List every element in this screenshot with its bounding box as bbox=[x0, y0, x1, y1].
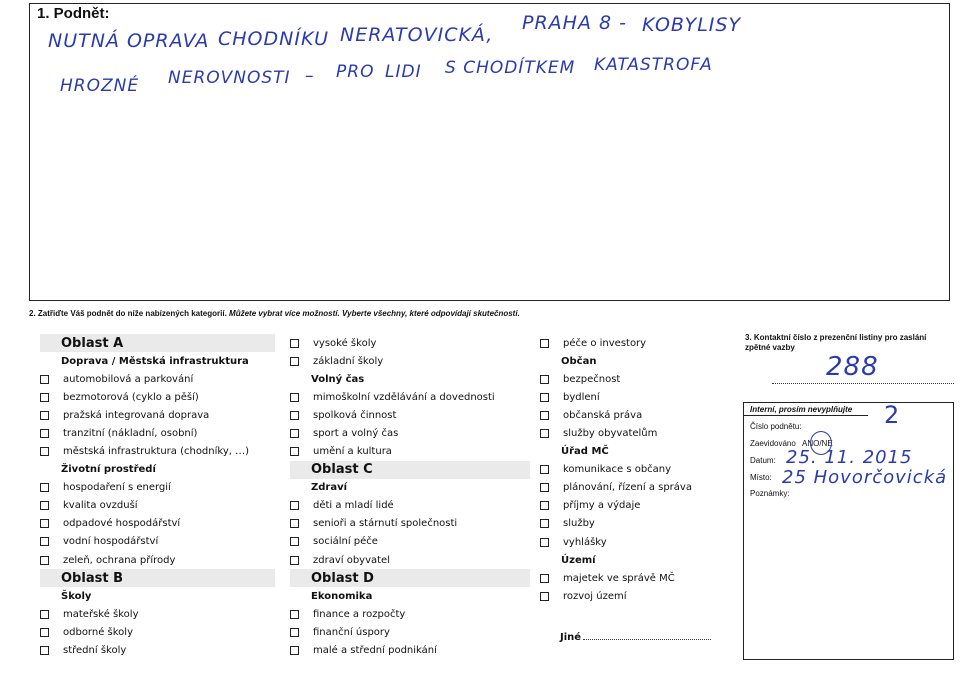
contact-number-value: 288 bbox=[826, 352, 879, 382]
category-option-label: vysoké školy bbox=[313, 337, 377, 349]
area-heading-label: Oblast D bbox=[311, 570, 374, 586]
category-option-label: hospodaření s energií bbox=[63, 482, 171, 494]
cislo-label: Číslo podnětu: bbox=[750, 422, 802, 431]
category-option-label: služby bbox=[563, 518, 595, 530]
datum-label: Datum: bbox=[750, 456, 776, 465]
category-checkbox[interactable] bbox=[40, 447, 49, 456]
category-option-label: senioři a stárnutí společnosti bbox=[313, 518, 458, 530]
handwriting-word: KATASTROFA bbox=[594, 55, 713, 75]
category-option[interactable] bbox=[540, 515, 720, 533]
category-checkbox[interactable] bbox=[290, 628, 299, 637]
handwriting-word: NEROVNOSTI bbox=[168, 68, 291, 88]
category-checkbox[interactable] bbox=[40, 483, 49, 492]
handwriting-word: S CHODÍTKEM bbox=[445, 58, 576, 78]
poznamky-label: Poznámky: bbox=[750, 489, 790, 498]
area-heading bbox=[40, 334, 275, 352]
category-checkbox[interactable] bbox=[290, 411, 299, 420]
category-option[interactable] bbox=[290, 623, 530, 641]
category-option-label: střední školy bbox=[63, 644, 127, 656]
category-option[interactable] bbox=[290, 497, 530, 515]
category-checkbox[interactable] bbox=[40, 375, 49, 384]
category-option[interactable] bbox=[540, 569, 720, 587]
category-checkbox[interactable] bbox=[40, 393, 49, 402]
category-checkbox[interactable] bbox=[540, 339, 549, 348]
jine-label: Jiné bbox=[560, 632, 582, 643]
category-checkbox[interactable] bbox=[540, 429, 549, 438]
category-checkbox[interactable] bbox=[540, 574, 549, 583]
category-option[interactable] bbox=[40, 533, 275, 551]
instructions-italic: Můžete vybrat více možností. Vyberte všechny, které odpovídají skutečnosti. bbox=[229, 309, 520, 318]
area-heading-label: Oblast B bbox=[61, 570, 123, 586]
category-checkbox[interactable] bbox=[540, 393, 549, 402]
category-option-label: sociální péče bbox=[313, 536, 378, 548]
category-option-label: automobilová a parkování bbox=[63, 373, 194, 385]
category-option-label: bezmotorová (cyklo a pěší) bbox=[63, 391, 199, 403]
category-heading: Občan bbox=[561, 355, 597, 367]
category-checkbox[interactable] bbox=[40, 429, 49, 438]
category-heading: Zdraví bbox=[311, 482, 348, 494]
category-checkbox[interactable] bbox=[40, 610, 49, 619]
category-option-label: majetek ve správě MČ bbox=[563, 572, 675, 584]
category-option[interactable] bbox=[540, 406, 720, 424]
category-option-label: děti a mladí lidé bbox=[313, 500, 394, 512]
category-option-label: umění a kultura bbox=[313, 446, 392, 458]
category-option[interactable] bbox=[40, 497, 275, 515]
jine-field[interactable] bbox=[560, 632, 711, 643]
category-checkbox[interactable] bbox=[40, 646, 49, 655]
category-option[interactable] bbox=[290, 443, 530, 461]
category-checkbox[interactable] bbox=[290, 447, 299, 456]
category-option[interactable] bbox=[40, 424, 275, 442]
cislo-value: 2 bbox=[884, 401, 901, 429]
instructions bbox=[29, 309, 520, 318]
category-checkbox[interactable] bbox=[540, 519, 549, 528]
category-option[interactable] bbox=[540, 461, 720, 479]
category-checkbox[interactable] bbox=[290, 556, 299, 565]
category-checkbox[interactable] bbox=[290, 537, 299, 546]
category-option[interactable] bbox=[40, 641, 275, 659]
category-option-label: vyhlášky bbox=[563, 536, 607, 548]
category-option-label: pražská integrovaná doprava bbox=[63, 409, 210, 421]
area-heading bbox=[40, 569, 275, 587]
category-option-label: finance a rozpočty bbox=[313, 608, 406, 620]
contact-number-title: 3. Kontaktní číslo z prezenční listiny pro zaslání zpětné vazby bbox=[745, 333, 927, 352]
category-option[interactable] bbox=[40, 551, 275, 569]
category-checkbox[interactable] bbox=[540, 375, 549, 384]
area-heading-label: Oblast C bbox=[311, 462, 373, 478]
category-option-label: občanská práva bbox=[563, 409, 643, 421]
category-column-b-d bbox=[290, 334, 530, 660]
category-option-label: plánování, řízení a správa bbox=[563, 482, 692, 494]
category-checkbox[interactable] bbox=[540, 538, 549, 547]
handwriting-word: HROZNÉ bbox=[60, 76, 140, 96]
category-option[interactable] bbox=[290, 352, 530, 370]
category-option-label: základní školy bbox=[313, 355, 384, 367]
category-option-label: služby obyvatelům bbox=[563, 428, 658, 440]
category-option-label: mimoškolní vzdělávání a dovednosti bbox=[313, 391, 495, 403]
category-option[interactable] bbox=[540, 533, 720, 551]
area-heading-label: Oblast A bbox=[61, 335, 124, 351]
category-option-label: tranzitní (nákladní, osobní) bbox=[63, 427, 198, 439]
category-checkbox[interactable] bbox=[40, 411, 49, 420]
category-option[interactable] bbox=[540, 587, 720, 605]
category-checkbox[interactable] bbox=[540, 501, 549, 510]
category-option[interactable] bbox=[540, 424, 720, 442]
misto-label: Místo: bbox=[750, 473, 772, 482]
handwriting-word: LIDI bbox=[385, 62, 422, 82]
category-option[interactable] bbox=[290, 424, 530, 442]
misto-value: 25 Hovorčovická bbox=[782, 467, 948, 488]
category-option[interactable] bbox=[40, 479, 275, 497]
podnet-title: 1. Podnět: bbox=[37, 5, 110, 22]
category-option-label: vodní hospodářství bbox=[63, 536, 159, 548]
datum-value: 25. 11. 2015 bbox=[786, 447, 913, 468]
category-option[interactable] bbox=[40, 370, 275, 388]
category-option[interactable] bbox=[290, 533, 530, 551]
category-option-label: finanční úspory bbox=[313, 626, 390, 638]
handwriting-word: CHODNÍKU bbox=[218, 28, 329, 50]
category-heading: Doprava / Městská infrastruktura bbox=[61, 355, 249, 367]
category-checkbox[interactable] bbox=[290, 339, 299, 348]
internal-box bbox=[743, 402, 954, 660]
category-option[interactable] bbox=[40, 623, 275, 641]
category-option[interactable] bbox=[40, 388, 275, 406]
instructions-lead: 2. Zatřiďte Váš podnět do níže nabízených kategorií. bbox=[29, 309, 227, 318]
category-heading: Volný čas bbox=[311, 373, 365, 385]
category-checkbox[interactable] bbox=[40, 628, 49, 637]
handwriting-word: PRAHA 8 - bbox=[522, 12, 627, 34]
category-option[interactable] bbox=[290, 641, 530, 659]
category-heading: Ekonomika bbox=[311, 590, 373, 602]
category-option-label: péče o investory bbox=[563, 337, 647, 349]
category-option-label: odpadové hospodářství bbox=[63, 518, 181, 530]
contact-number-line[interactable] bbox=[772, 383, 954, 384]
internal-title-rule bbox=[744, 415, 868, 416]
category-option-label: mateřské školy bbox=[63, 608, 139, 620]
category-heading: Životní prostředí bbox=[61, 464, 156, 476]
category-option-label: odborné školy bbox=[63, 626, 133, 638]
category-heading: Školy bbox=[61, 590, 92, 602]
category-heading: Úřad MČ bbox=[561, 446, 609, 458]
category-checkbox[interactable] bbox=[540, 465, 549, 474]
category-option-label: městská infrastruktura (chodníky, …) bbox=[63, 446, 250, 458]
category-heading: Území bbox=[561, 554, 596, 566]
category-checkbox[interactable] bbox=[40, 501, 49, 510]
category-option[interactable] bbox=[540, 497, 720, 515]
category-option[interactable] bbox=[40, 605, 275, 623]
category-option-label: rozvoj území bbox=[563, 590, 627, 602]
category-option[interactable] bbox=[40, 515, 275, 533]
category-column-d-uzemi bbox=[540, 334, 720, 605]
category-option[interactable] bbox=[540, 479, 720, 497]
category-column-a-b bbox=[40, 334, 275, 660]
category-option-label: kvalita ovzduší bbox=[63, 500, 138, 512]
category-option-label: bydlení bbox=[563, 391, 600, 403]
category-option-label: zdraví obyvatel bbox=[313, 554, 390, 566]
category-option-label: komunikace s občany bbox=[563, 464, 672, 476]
category-checkbox[interactable] bbox=[290, 519, 299, 528]
category-option[interactable] bbox=[540, 388, 720, 406]
handwriting-word: – bbox=[305, 66, 315, 86]
category-option[interactable] bbox=[540, 334, 720, 352]
category-checkbox[interactable] bbox=[290, 610, 299, 619]
category-checkbox[interactable] bbox=[540, 592, 549, 601]
category-option[interactable] bbox=[540, 370, 720, 388]
category-option[interactable] bbox=[290, 388, 530, 406]
category-option-label: malé a střední podnikání bbox=[313, 644, 437, 656]
category-option[interactable] bbox=[290, 334, 530, 352]
handwriting-word: NERATOVICKÁ, bbox=[340, 24, 494, 46]
handwriting-word: NUTNÁ OPRAVA bbox=[48, 30, 210, 52]
category-option[interactable] bbox=[290, 551, 530, 569]
handwriting-word: PRO bbox=[336, 62, 375, 82]
handwriting-word: KOBYLISY bbox=[642, 14, 742, 36]
category-checkbox[interactable] bbox=[40, 519, 49, 528]
category-option[interactable] bbox=[40, 442, 275, 460]
area-heading bbox=[290, 461, 530, 479]
category-checkbox[interactable] bbox=[40, 537, 49, 546]
category-checkbox[interactable] bbox=[290, 646, 299, 655]
category-option-label: sport a volný čas bbox=[313, 428, 399, 440]
category-checkbox[interactable] bbox=[40, 556, 49, 565]
area-heading bbox=[290, 569, 530, 587]
category-option[interactable] bbox=[290, 406, 530, 424]
jine-dotted-line[interactable] bbox=[583, 639, 711, 640]
category-checkbox[interactable] bbox=[540, 411, 549, 420]
category-checkbox[interactable] bbox=[290, 501, 299, 510]
category-option-label: bezpečnost bbox=[563, 373, 621, 385]
zaevidovano-value: ANO/NE bbox=[802, 439, 833, 448]
category-option-label: spolková činnost bbox=[313, 409, 397, 421]
category-checkbox[interactable] bbox=[290, 357, 299, 366]
category-option[interactable] bbox=[290, 515, 530, 533]
category-checkbox[interactable] bbox=[290, 393, 299, 402]
category-option-label: zeleň, ochrana přírody bbox=[63, 554, 176, 566]
category-checkbox[interactable] bbox=[540, 483, 549, 492]
category-option[interactable] bbox=[290, 605, 530, 623]
category-checkbox[interactable] bbox=[290, 429, 299, 438]
category-option[interactable] bbox=[40, 406, 275, 424]
internal-title: Interní, prosím nevyplňujte bbox=[750, 405, 853, 414]
category-option-label: příjmy a výdaje bbox=[563, 500, 641, 512]
zaevidovano-label: Zaevidováno bbox=[750, 439, 796, 448]
